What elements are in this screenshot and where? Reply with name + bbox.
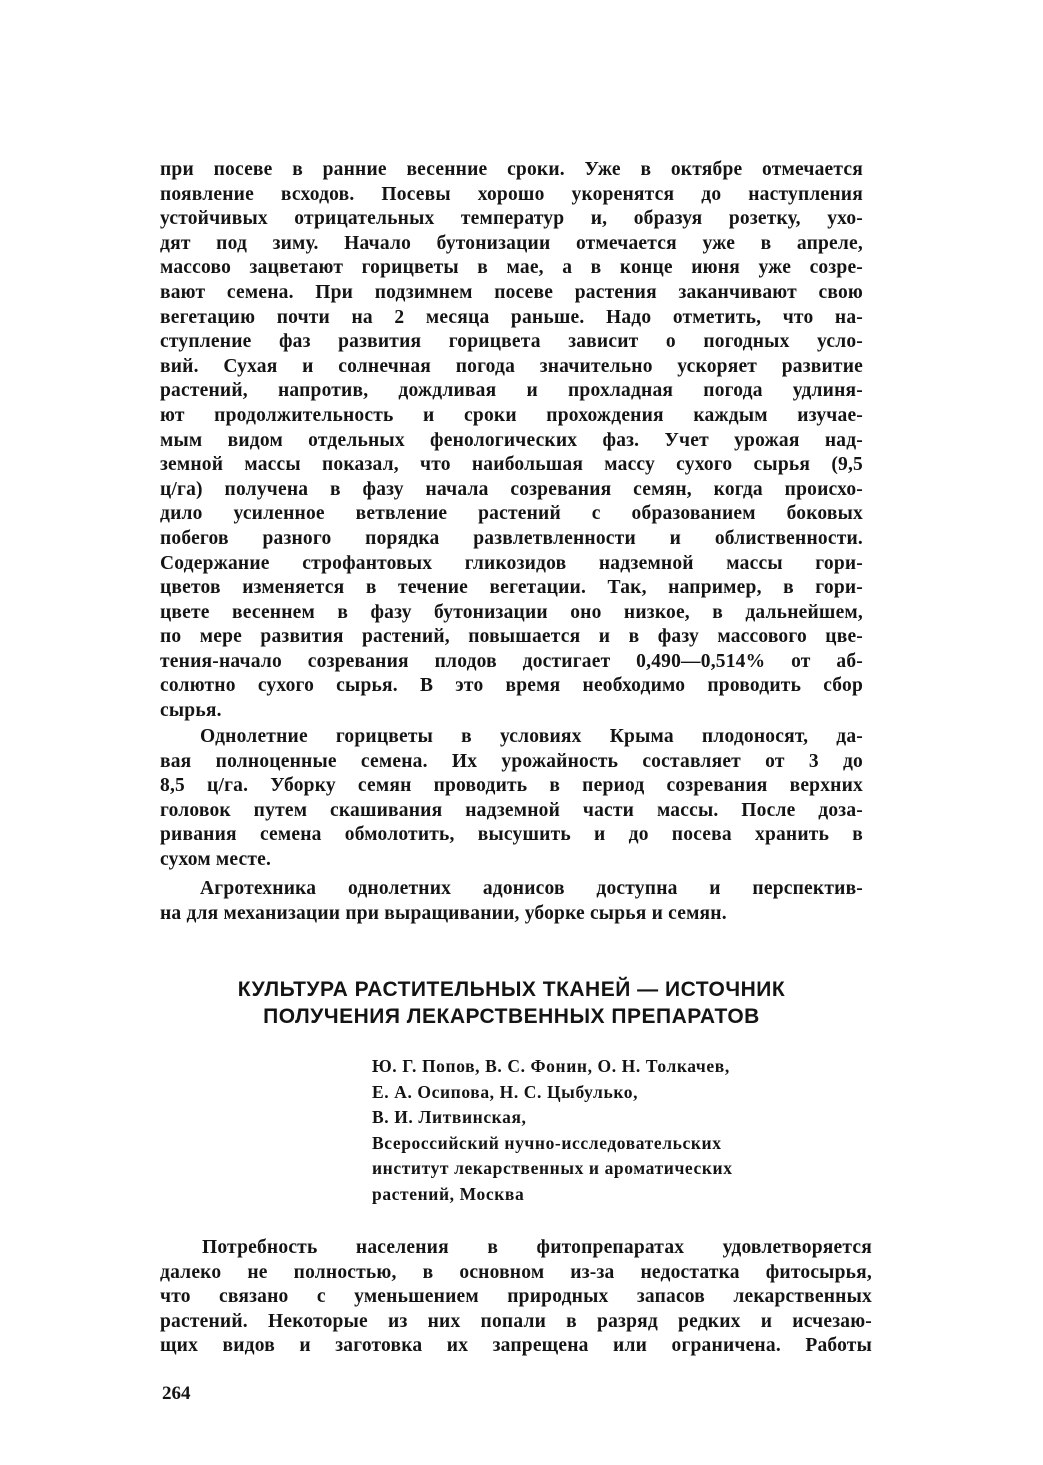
text-line: вая полноценные семена. Их урожайность составляет от 3 до — [160, 750, 863, 772]
authors-affiliation — [372, 1054, 852, 1207]
text-line: 8,5 ц/га. Уборку семян проводить в период созревания верхних — [160, 775, 863, 797]
text-line: головок путем скашивания надземной части массы. После доза- — [160, 799, 863, 821]
paragraph-annual-adonis-seeds — [160, 725, 863, 873]
text-line: растений. Некоторые из них попали в разряд редких и исчезаю- — [160, 1310, 872, 1332]
text-line: ют продолжительность и сроки прохождения каждым изучае- — [160, 404, 863, 426]
affiliation-line: институт лекарственных и ароматических — [372, 1158, 733, 1178]
text-line: Потребность населения в фитопрепаратах удовлетворяется — [202, 1237, 872, 1258]
text-line: Содержание строфантовых гликозидов надземной массы гори- — [160, 552, 863, 574]
title-line: КУЛЬТУРА РАСТИТЕЛЬНЫХ ТКАНЕЙ — ИСТОЧНИК — [237, 978, 786, 1001]
text-line: сырья. — [160, 700, 222, 722]
text-line: цвете весеннем в фазу бутонизации оно низкое, в дальнейшем, — [160, 601, 863, 623]
text-line: ступление фаз развития горицвета зависит о погодных усло- — [160, 331, 863, 353]
text-line: далеко не полностью, в основном из-за недостатка фитосырья, — [160, 1261, 872, 1283]
text-line: на для механизации при выращивании, уборке сырья и семян. — [160, 902, 727, 924]
paragraph-phytopreparations — [160, 1236, 872, 1359]
author-line: Ю. Г. Попов, В. С. Фонин, О. Н. Толкачев, — [372, 1056, 730, 1076]
affiliation-line: растений, Москва — [372, 1183, 525, 1204]
text-line: Агротехника однолетних адонисов доступна и перспектив- — [200, 878, 863, 899]
affiliation-line: Всероссийский нучно-исследовательских — [372, 1132, 722, 1153]
text-line: побегов разного порядка развлетвленности и облиственности. — [160, 527, 863, 549]
text-line: массово зацветают горицветы в мае, а в конце июня уже созре- — [160, 257, 863, 279]
text-line: вегетацию почти на 2 месяца раньше. Надо отметить, что на- — [160, 306, 863, 328]
author-line: В. И. Литвинская, — [372, 1107, 527, 1127]
text-line: вают семена. При подзимнем посеве растения заканчивают свою — [160, 281, 863, 303]
text-line: земной массы показал, что наибольшая массу сухого сырья (9,5 — [160, 454, 863, 476]
text-line: растений, напротив, дождливая и прохладная погода удлиня- — [160, 380, 863, 402]
text-line: устойчивых отрицательных температур и, образуя розетку, ухо- — [160, 208, 863, 230]
text-line: ривания семена обмолотить, высушить и до посева хранить в — [160, 824, 863, 846]
paragraph-adonis-vegetation — [160, 158, 863, 724]
text-line: щих видов и заготовка их запрещена или ограничена. Работы — [160, 1335, 872, 1357]
author-line: Е. А. Осипова, Н. С. Цыбулько, — [372, 1081, 639, 1102]
text-line: при посеве в ранние весенние сроки. Уже в октябре отмечается — [160, 159, 863, 180]
text-line: сухом месте. — [160, 848, 272, 870]
text-line: появление всходов. Посевы хорошо укоренятся до наступления — [160, 183, 863, 205]
text-line: по мере развития растений, повышается и в фазу массового цве- — [160, 626, 863, 648]
text-line: что связано с уменьшением природных запасов лекарственных — [160, 1286, 872, 1308]
paragraph-agrotechnics — [160, 877, 863, 926]
title-line: ПОЛУЧЕНИЯ ЛЕКАРСТВЕННЫХ ПРЕПАРАТОВ — [263, 1005, 760, 1028]
text-line: ц/га) получена в фазу начала созревания семян, когда происхо- — [160, 478, 863, 500]
text-line: Однолетние горицветы в условиях Крыма плодоносят, да- — [200, 726, 863, 747]
text-line: вий. Сухая и солнечная погода значительно ускоряет развитие — [160, 355, 863, 377]
text-line: солютно сухого сырья. В это время необходимо проводить сбор — [160, 675, 863, 697]
section-title — [160, 976, 863, 1030]
text-line: тения-начало созревания плодов достигает 0,490—0,514% от аб- — [160, 650, 863, 672]
page-number: 264 — [162, 1383, 191, 1404]
text-line: дило усиленное ветвление растений с образованием боковых — [160, 503, 863, 525]
text-line: дят под зиму. Начало бутонизации отмечается уже в апреле, — [160, 232, 863, 254]
text-line: цветов изменяется в течение вегетации. Так, например, в гори- — [160, 577, 863, 599]
text-line: мым видом отдельных фенологических фаз. Учет урожая над- — [160, 429, 863, 451]
